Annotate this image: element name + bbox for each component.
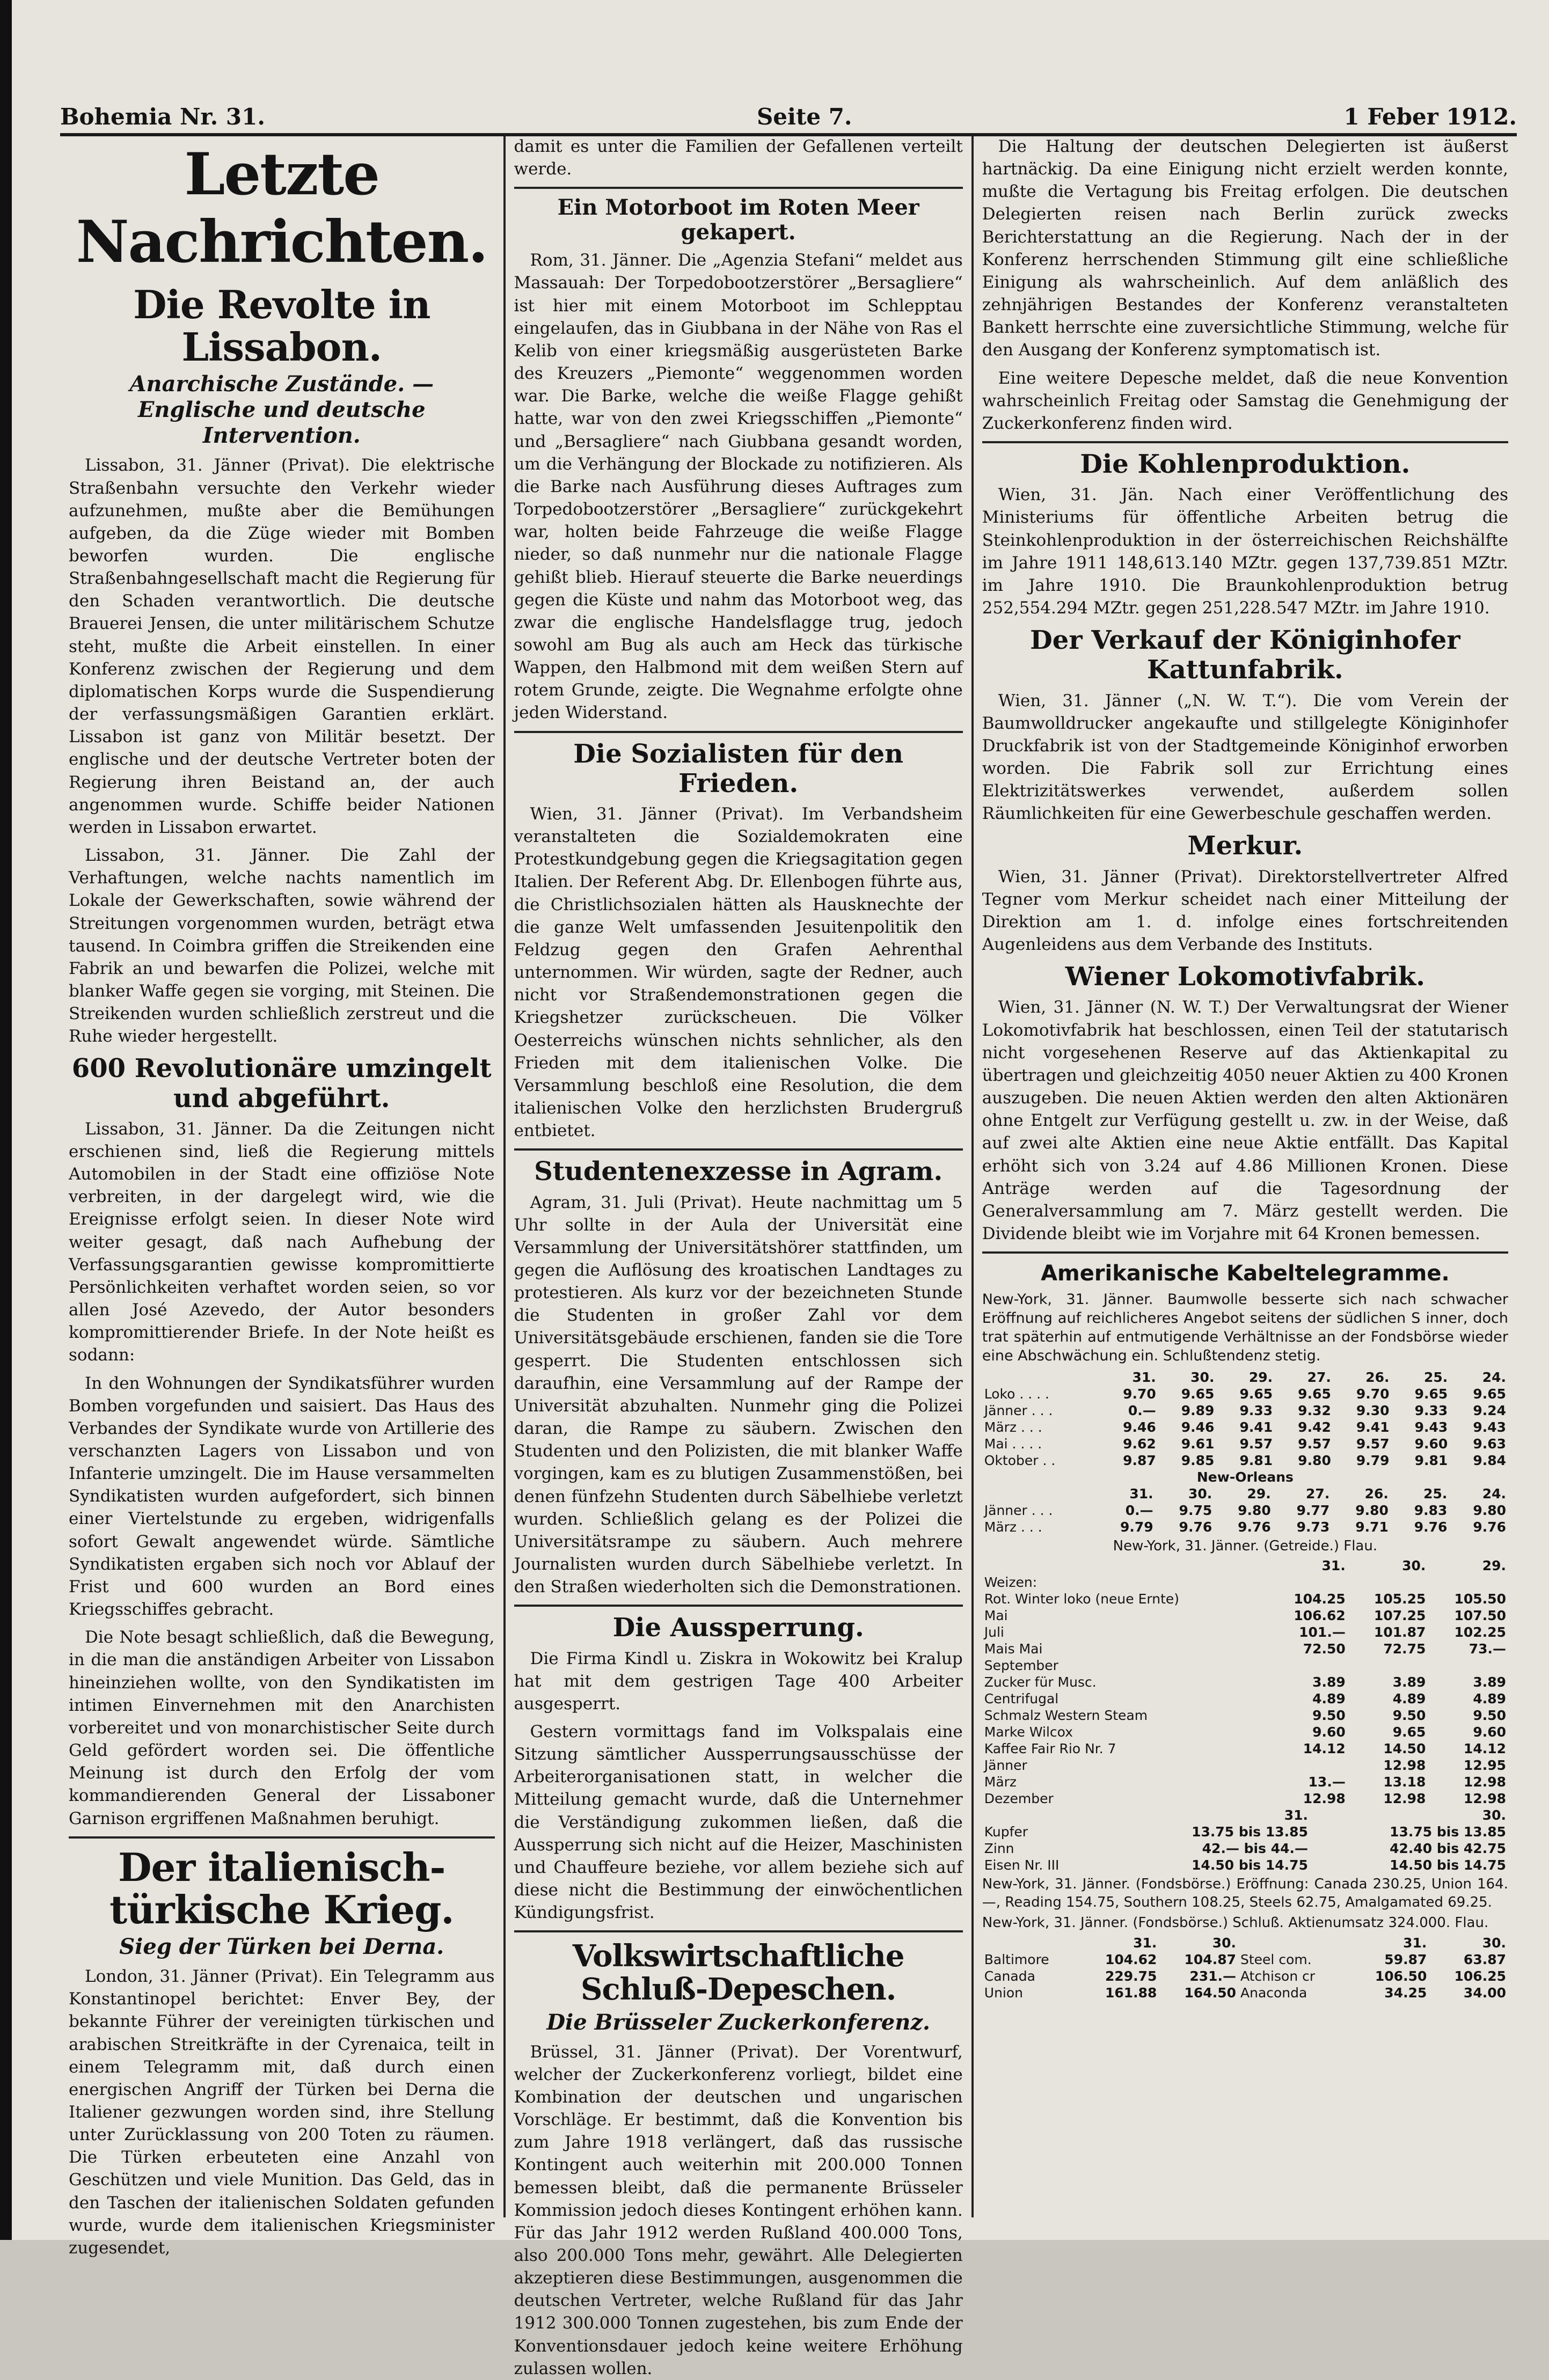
- table-header-cell: 30.: [1482, 1935, 1506, 1951]
- table-cell: 3.89: [1473, 1674, 1506, 1690]
- section-title: Volkswirtschaftliche Schluß-Depeschen.: [572, 1938, 904, 2007]
- table-row: [982, 1452, 1508, 1469]
- table-cell: 9.75: [1179, 1502, 1212, 1518]
- table-header-cell: 25.: [1423, 1369, 1448, 1385]
- table-cell: 9.57: [1239, 1436, 1273, 1452]
- table-cell: 161.88: [1105, 1984, 1157, 2001]
- table-cell: 9.65: [1473, 1386, 1506, 1402]
- table-row: [982, 1824, 1508, 1840]
- metal-table: [982, 1807, 1508, 1873]
- table-cell: 9.61: [1181, 1436, 1215, 1452]
- table-cell: 9.85: [1181, 1452, 1215, 1468]
- table-cell: 104.25: [1294, 1591, 1346, 1607]
- table-cell: 104.87: [1184, 1951, 1236, 1967]
- table-cell: 42.40 bis 42.75: [1390, 1841, 1506, 1857]
- table-cell: 9.33: [1239, 1402, 1273, 1418]
- table-cell: 9.65: [1392, 1724, 1426, 1740]
- divider: [514, 1148, 963, 1151]
- table-header-cell: 30.: [1188, 1485, 1212, 1502]
- divider: [514, 731, 963, 733]
- table-row: [982, 1502, 1508, 1519]
- table-row: [982, 1690, 1508, 1707]
- table-cell: 106.25: [1454, 1968, 1506, 1984]
- article-paragraph: Agram, 31. Juli (Privat). Heute nachmittag um 5 Uhr sollte in der Aula der Universität eine Versammlung der Universitätshörer stattfinden, um gegen die Auflösung des kroatischen Landtages zu protestieren. Als kurz vor der bezeichneten Stunde die Studenten in großer Zahl vor dem Universitätsgebäude erschienen, fanden sie die Tore gesperrt. Die Studenten entschlossen sich daraufhin, eine Versammlung auf der Rampe der Universität abzuhalten. Nunmehr ging die Polizei daran, die Rampe zu säubern. Zwischen den Studenten und den Polizisten, die mit blanker Waffe vorgingen, kam es zu blutigen Zusammenstößen, bei denen fünfzehn Studenten durch Säbelhiebe verletzt wurden. Schließlich gelang es der Polizei die Universitätsrampe zu säubern. Auch mehrere Journalisten wurden durch Säbelhiebe verletzt. In den Straßen wiederholten sich die Demonstrationen.: [514, 1192, 963, 1597]
- table-header-cell: 30.: [1482, 1807, 1506, 1824]
- table-cell: 9.80: [1298, 1452, 1331, 1468]
- table-cell: 12.98: [1463, 1774, 1506, 1790]
- table-cell: 12.95: [1463, 1757, 1506, 1774]
- table-header-cell: 26.: [1365, 1369, 1390, 1385]
- row-label: März . . .: [984, 1419, 1042, 1435]
- table-cell: 9.70: [1356, 1386, 1390, 1402]
- table-cell: 9.79: [1356, 1452, 1390, 1468]
- article-title: Die Kohlenproduktion.: [1080, 449, 1411, 480]
- table-cell: 9.30: [1356, 1402, 1390, 1418]
- table-cell: 4.89: [1473, 1691, 1506, 1707]
- article-title: Der italienisch-türkische Krieg.: [109, 1844, 454, 1932]
- table-row: [982, 1790, 1508, 1807]
- table-cell: 105.25: [1373, 1591, 1426, 1607]
- article-title: Die Revolte in Lissabon.: [133, 282, 430, 370]
- row-label: Canada: [984, 1968, 1035, 1984]
- table-row: [982, 1436, 1508, 1452]
- table-cell: [1348, 1657, 1428, 1674]
- fonds-paragraph: New-York, 31. Jänner. (Fondsbörse.) Eröffnung: Canada 230.25, Union 164.—, Reading 154.75, Southern 108.25, Steels 62.75, Amalgamated 69.25.: [982, 1876, 1508, 1911]
- article-paragraph: Lissabon, 31. Jänner (Privat). Die elektrische Straßenbahn versuchte den Verkehr wieder aufzunehmen, mußte aber die Bemühungen aufgeben, da die Züge wieder mit Bomben beworfen wurden. Die englische Straßenbahngesellschaft macht die Regierung für den Schaden verantwortlich. Die deutsche Brauerei Jensen, die unter militärischem Schutze steht, mußte die Arbeit einstellen. In einer Konferenz zwischen der Regierung und dem diplomatischen Korps wurde die Suspendierung der verfassungsmäßigen Garantien erklärt. Lissabon ist ganz von Militär besetzt. Der englische und der deutsche Vertreter boten der Regierung ihren Beistand an, der auch angenommen wurde. Schiffe beider Nationen werden in Lissabon erwartet.: [69, 456, 495, 837]
- table-cell: 14.12: [1463, 1741, 1506, 1757]
- article-paragraph: Lissabon, 31. Jänner. Da die Zeitungen nicht erschienen sind, ließ die Regierung mittels Automobilen in der Stadt eine offiziöse Note verbreiten, in der dargelegt wird, wie die Ereignisse erfolgt seien. In dieser Note wird weiter gesagt, daß nach Aufhebung der Verfassungsgarantien gewisse kompromittierte Persönlichkeiten verhaftet worden seien, so vor allen José Azevedo, der Autor besonders kompromittierender Briefe. In der Note heißt es sodann:: [69, 1119, 495, 1365]
- table-header-cell: 29.: [1247, 1485, 1271, 1502]
- table-cell: 107.50: [1454, 1608, 1506, 1624]
- row-label: Mai: [984, 1608, 1008, 1624]
- row-label: März . . .: [984, 1519, 1042, 1535]
- article-title: Der Verkauf der Königinhofer Kattunfabrik.: [1030, 625, 1460, 685]
- table-cell: 9.77: [1296, 1502, 1330, 1518]
- table-cell: 34.25: [1384, 1984, 1427, 2001]
- table-cell: 9.80: [1473, 1502, 1506, 1518]
- divider: [982, 1251, 1508, 1254]
- article-subtitle: Sieg der Türken bei Derna.: [119, 1934, 444, 1960]
- table-row: [982, 1591, 1508, 1607]
- row-label: Zinn: [984, 1841, 1014, 1857]
- table-cell: 42.— bis 44.—: [1202, 1841, 1308, 1857]
- row-label: Marke Wilcox: [984, 1724, 1073, 1740]
- article-paragraph: In den Wohnungen der Syndikatsführer wurden Bomben vorgefunden und saisiert. Das Haus des Verbandes der Syndikate wurde von Artillerie des verschanzten Lagers von Lissabon und von Infanterie umzingelt. Die im Hause versammelten Syndikatisten wurden aufgefordert, sich binnen einer Viertelstunde zu ergeben, widrigenfalls sofort Gewalt angewendet würde. Sämtliche Syndikatisten ergaben sich noch vor Ablauf der Frist und 600 wurden an Bord eines Kriegsschiffes gebracht.: [69, 1373, 495, 1620]
- table-header-cell: [982, 1485, 1097, 1502]
- getreide-table: [982, 1557, 1508, 1807]
- table-cell: 72.75: [1383, 1641, 1426, 1657]
- table-header-cell: 31.: [1129, 1485, 1153, 1502]
- column-1: [60, 135, 506, 2258]
- table-cell: 106.62: [1294, 1608, 1346, 1624]
- table-row: [982, 1774, 1508, 1790]
- table-cell: 9.76: [1473, 1519, 1506, 1535]
- table-row: [982, 1574, 1508, 1591]
- table-cell: 9.50: [1312, 1708, 1346, 1724]
- table-cell: 107.25: [1373, 1608, 1426, 1624]
- table-cell: 9.71: [1355, 1519, 1389, 1535]
- table-cell: 9.57: [1356, 1436, 1390, 1452]
- table-cell: 73.—: [1468, 1641, 1506, 1657]
- table-header-cell: 31.: [1403, 1935, 1427, 1951]
- table-header-cell: 30.: [1402, 1558, 1426, 1574]
- article-paragraph: Lissabon, 31. Jänner. Die Zahl der Verhaftungen, welche nachts namentlich im Lokale der Gewerkschaften, sowie während der Streitungen vorgenommen wurden, beträgt etwa tausend. In Coimbra griffen die Streikenden eine Fabrik an und bewarfen die Polizei, welche mit blanker Waffe gegen sie vorging, mit Steinen. Die Streikenden wurden schließlich zerstreut und die Ruhe wieder hergestellt.: [69, 846, 495, 1046]
- table-cell: [1348, 1574, 1428, 1591]
- article-title: Die Sozialisten für den Frieden.: [573, 738, 904, 799]
- getreide-label: New-York, 31. Jänner. (Getreide.) Flau.: [1113, 1537, 1378, 1554]
- table-cell: 9.60: [1414, 1436, 1448, 1452]
- fonds-paragraph: New-York, 31. Jänner. (Fondsbörse.) Schluß. Aktienumsatz 324.000. Flau.: [982, 1914, 1489, 1931]
- table-row: [982, 1757, 1508, 1774]
- table-header-cell: 24.: [1482, 1369, 1506, 1385]
- table-cell: 231.—: [1189, 1968, 1236, 1984]
- divider: [514, 187, 963, 189]
- article-title: 600 Revolutionäre umzingelt und abgeführt.: [71, 1053, 492, 1114]
- table-cell: 9.63: [1473, 1436, 1506, 1452]
- article-paragraph: London, 31. Jänner (Privat). Ein Telegramm aus Konstantinopel berichtet: Enver Bey, der bekannte Führer der vereinigten türkischen und arabischen Streitkräfte in der Cyrenaica, teilt in einem Telegramm mit, daß durch einen energischen Angriff der Türken bei Derna die Italiener gezwungen worden sind, ihre Stellung unter Zurücklassung von 200 Toten zu räumen. Die Türken erbeuteten eine Anzahl von Geschützen und viele Munition. Das Geld, das in den Taschen der italienischen Soldaten gefunden wurde, wurde dem italienischen Kriegsminister zugesendet,: [69, 1967, 495, 2258]
- table-row: [982, 1402, 1508, 1419]
- table-row: [982, 1968, 1508, 1984]
- table-cell: 13.75 bis 13.85: [1390, 1824, 1506, 1840]
- article-paragraph: Die Note besagt schließlich, daß die Bewegung, in die man die anständigen Arbeiter von Lissabon hineinziehen wollte, von den Syndikatisten im intimen Einvernehmen mit den Anarchisten vorbereitet und von monarchistischer Seite durch Geld gefördert worden sei. Die öffentliche Meinung ist durch den Erfolg der vom kommandierenden General der Lissaboner Garnison ergriffenen Maßnahmen beruhigt.: [69, 1628, 495, 1828]
- table-header-cell: 29.: [1482, 1558, 1506, 1574]
- table-cell: 12.98: [1383, 1791, 1426, 1807]
- table-cell: 9.76: [1179, 1519, 1212, 1535]
- table-header-cell: [982, 1557, 1267, 1574]
- table-cell: 3.89: [1392, 1674, 1426, 1690]
- row-label: September: [984, 1658, 1058, 1674]
- table-cell: [1267, 1757, 1348, 1774]
- row-label: März: [984, 1774, 1017, 1790]
- table-cell: 3.89: [1312, 1674, 1346, 1690]
- table-cell: 9.65: [1239, 1386, 1273, 1402]
- table-cell: 9.76: [1414, 1519, 1448, 1535]
- table-cell: 9.24: [1473, 1402, 1506, 1418]
- table-cell: [1428, 1657, 1508, 1674]
- row-label: Weizen:: [984, 1575, 1037, 1591]
- table-cell: 9.76: [1238, 1519, 1271, 1535]
- article-title: Ein Motorboot im Roten Meer gekapert.: [557, 195, 919, 245]
- table-row: [982, 1724, 1508, 1740]
- table-header-cell: 31.: [1284, 1807, 1308, 1824]
- table-cell: 229.75: [1105, 1968, 1157, 1984]
- table-row: [982, 1857, 1508, 1873]
- stocks-table: [982, 1935, 1508, 2001]
- article-title: Die Aussperrung.: [612, 1613, 864, 1643]
- table-row: [982, 1840, 1508, 1857]
- table-cell: 0.—: [1128, 1402, 1156, 1418]
- table-cell: 14.50: [1383, 1741, 1426, 1757]
- table-cell: 9.70: [1123, 1386, 1156, 1402]
- article-paragraph: Gestern vormittags fand im Volkspalais eine Sitzung sämtlicher Aussperrungsausschüsse der Arbeiterorganisationen statt, in welcher die Mitteilung gemacht wurde, daß die Unternehmer die Verständigung zukommen ließen, daß die Aussperrung sich nicht auf die Heizer, Maschinisten und Chauffeure beziehe, vor allem beziehe sich auf diese nicht die Bestimmung der einwöchentlichen Kündigungsfrist.: [514, 1722, 963, 1923]
- table-row: [982, 1641, 1508, 1657]
- table-cell: 164.50: [1184, 1984, 1236, 2001]
- article-paragraph: Wien, 31. Jänner (Privat). Direktorstellvertreter Alfred Tegner vom Merkur scheidet nach einer Mitteilung der Direktion am 1. d. infolge eines fortschreitenden Augenleidens aus dem Verbande des Instituts.: [982, 867, 1508, 955]
- row-label: Mais Mai: [984, 1641, 1043, 1657]
- table-header-cell: [982, 1935, 1080, 1951]
- table-header-cell: 25.: [1423, 1485, 1448, 1502]
- table-cell: 104.62: [1105, 1951, 1157, 1967]
- article-paragraph: Die Haltung der deutschen Delegierten ist äußerst hartnäckig. Da eine Einigung nicht erzielt werden konnte, mußte die Vertagung bis Freitag erfolgen. Die deutschen Delegierten reisen nach Berlin zurück zwecks Berichterstattung an die Regierung. Nach der in der Konferenz herrschenden Stimmung gilt eine schließliche Einigung als wahrscheinlich. Auf dem anläßlich des zehnjährigen Bestandes der Konferenz veranstalteten Bankett herrschte eine zuversichtliche Stimmung, welche für den Ausgang der Konferenz symptomatisch ist.: [982, 137, 1508, 360]
- column-3: [974, 135, 1517, 2217]
- table-row: [982, 1419, 1508, 1436]
- table-cell: 9.50: [1392, 1708, 1426, 1724]
- table-header-cell: 31.: [1321, 1558, 1346, 1574]
- table-cell: 101.87: [1373, 1624, 1426, 1641]
- orleans-label: New-Orleans: [1196, 1469, 1294, 1485]
- page-number: Seite 7.: [756, 104, 852, 130]
- row-label: Kupfer: [984, 1824, 1028, 1840]
- row-label: Kaffee Fair Rio Nr. 7: [984, 1741, 1116, 1757]
- table-row: [982, 1519, 1508, 1535]
- row-label: Mai . . . .: [984, 1436, 1042, 1452]
- article-paragraph: damit es unter die Familien der Gefallenen verteilt werde.: [514, 137, 963, 179]
- table-row: [982, 1707, 1508, 1724]
- table-cell: 9.46: [1181, 1419, 1215, 1435]
- table-cell: 9.84: [1473, 1452, 1506, 1468]
- table-cell: 9.42: [1298, 1419, 1331, 1435]
- table-header-cell: 26.: [1364, 1485, 1389, 1502]
- table-header-cell: 31.: [1132, 1369, 1156, 1385]
- table-cell: 9.81: [1414, 1452, 1448, 1468]
- article-subtitle: Anarchische Zustände. — Englische und deutsche Intervention.: [129, 371, 434, 449]
- orleans-table: [982, 1469, 1508, 1535]
- table-cell: 14.50 bis 14.75: [1192, 1857, 1308, 1873]
- cotton-table: [982, 1369, 1508, 1469]
- row-label: Juli: [984, 1624, 1004, 1641]
- row-label: Union: [984, 1984, 1023, 2001]
- table-header-cell: [982, 1807, 1112, 1824]
- table-cell: 9.46: [1123, 1419, 1156, 1435]
- row-label: Rot. Winter loko (neue Ernte): [984, 1591, 1180, 1607]
- row-label: Baltimore: [984, 1951, 1049, 1967]
- row-label: Jänner . . .: [984, 1402, 1053, 1418]
- table-cell: 72.50: [1303, 1641, 1346, 1657]
- article-title: Merkur.: [1187, 831, 1303, 861]
- table-row: [982, 1984, 1508, 2001]
- article-paragraph: Wien, 31. Jänner (N. W. T.) Der Verwaltungsrat der Wiener Lokomotivfabrik hat beschlossen, einen Teil der statutarisch nicht vorgesehenen Reserve auf das Aktienkapital zu übertragen und gleichzeitig 4050 neuer Aktien zu 400 Kronen auszugeben. Die neuen Aktien werden den alten Aktionären ohne Entgelt zur Verfügung gestellt u. zw. in der Weise, daß auf zwei alte Aktien eine neue Aktie entfällt. Das Kapital erhöht sich von 3.24 auf 4.86 Millionen Kronen. Diese Anträge werden auf die Tagesordnung der Generalversammlung am 7. März gestellt werden. Die Dividende bleibt wie im Vorjahre mit 64 Kronen bemessen.: [982, 998, 1508, 1244]
- row-label: Steel com.: [1240, 1951, 1312, 1967]
- table-cell: 9.62: [1123, 1436, 1156, 1452]
- row-label: Jänner: [984, 1757, 1027, 1774]
- table-cell: 9.80: [1355, 1502, 1389, 1518]
- column-2: [506, 135, 974, 2378]
- table-cell: 9.32: [1298, 1402, 1331, 1418]
- table-header-cell: 24.: [1482, 1485, 1506, 1502]
- table-cell: 9.43: [1473, 1419, 1506, 1435]
- table-cell: 12.98: [1303, 1791, 1346, 1807]
- divider: [514, 1605, 963, 1607]
- article-paragraph: Eine weitere Depesche meldet, daß die neue Konvention wahrscheinlich Freitag oder Samstag die Genehmigung der Zuckerkonferenz finden wird.: [982, 368, 1508, 433]
- table-cell: 13.75 bis 13.85: [1192, 1824, 1308, 1840]
- section-title: Letzte Nachrichten.: [76, 141, 487, 276]
- table-cell: 9.89: [1181, 1402, 1215, 1418]
- table-cell: 9.80: [1238, 1502, 1271, 1518]
- table-cell: 4.89: [1392, 1691, 1426, 1707]
- article-title: Wiener Lokomotivfabrik.: [1065, 962, 1425, 992]
- article-paragraph: Wien, 31. Jän. Nach einer Veröffentlichung des Ministeriums für öffentliche Arbeiten betrug die Steinkohlenproduktion in der österreichischen Reichshälfte im Jahre 1911 148,613.140 MZtr. gegen 137,739.851 MZtr. im Jahre 1910. Die Braunkohlenproduktion betrug 252,554.294 MZtr. gegen 251,228.547 MZtr. im Jahre 1910.: [982, 485, 1508, 618]
- table-header-cell: [1238, 1935, 1350, 1951]
- table-cell: 9.41: [1356, 1419, 1390, 1435]
- table-row: [982, 1740, 1508, 1757]
- table-cell: 9.79: [1120, 1519, 1153, 1535]
- table-header-cell: 30.: [1212, 1935, 1236, 1951]
- row-label: Dezember: [984, 1791, 1054, 1807]
- divider: [982, 441, 1508, 443]
- table-cell: 9.33: [1414, 1402, 1448, 1418]
- table-row: [982, 1386, 1508, 1402]
- table-cell: 13.18: [1383, 1774, 1426, 1790]
- table-row: [982, 1951, 1508, 1968]
- row-label: Anaconda: [1240, 1984, 1307, 2001]
- table-cell: 9.60: [1312, 1724, 1346, 1740]
- row-label: Zucker für Musc.: [984, 1674, 1097, 1690]
- table-header-cell: [982, 1369, 1100, 1386]
- table-cell: 105.50: [1454, 1591, 1506, 1607]
- table-cell: 9.73: [1296, 1519, 1330, 1535]
- table-cell: 9.65: [1298, 1386, 1331, 1402]
- article-paragraph: Brüssel, 31. Jänner (Privat). Der Vorentwurf, welcher der Zuckerkonferenz vorliegt, bildet eine Kombination der deutschen und ungarischen Vorschläge. Er bestimmt, daß die Konvention bis zum Jahre 1918 verlängert, daß das russische Kontingent auch weiterhin mit 200.000 Tonnen bemessen bleibt, daß die permanente Brüsseler Kommission jedoch dieses Kontingent erhöhen kann. Für das Jahr 1912 werden Rußland 400.000 Tons, also 200.000 Tons mehr, gewährt. Alle Delegierten akzeptieren diese Bestimmungen, ausgenommen die deutschen Vertreter, welche Rußland für das Jahr 1912 300.000 Tonnen zugestehen, bis zum Ende der Konventionsdauer jedoch keine weitere Erhöhung zulassen wollen.: [514, 2042, 963, 2378]
- table-cell: 9.43: [1414, 1419, 1448, 1435]
- table-header-cell: 27.: [1306, 1485, 1330, 1502]
- article-paragraph: Die Firma Kindl u. Ziskra in Wokowitz bei Kralup hat mit dem gestrigen Tage 400 Arbeiter ausgesperrt.: [514, 1649, 963, 1713]
- row-label: Schmalz Western Steam: [984, 1708, 1148, 1724]
- table-row: [982, 1674, 1508, 1690]
- table-cell: 9.81: [1239, 1452, 1273, 1468]
- table-cell: 101.—: [1299, 1624, 1346, 1641]
- article-paragraph: Wien, 31. Jänner (Privat). Im Verbandsheim veranstalteten die Sozialdemokraten eine Protestkundgebung gegen die Kriegsagitation gegen Italien. Der Referent Abg. Dr. Ellenbogen führte aus, die Christlichsozialen hätten als Hausknechte der die ganze Welt umfassenden Jesuitenpolitik den Feldzug gegen den Grafen Aehrenthal unternommen. Wir würden, sagte der Redner, auch nicht vor Straßendemonstrationen gegen die Kriegshetzer zurückscheuen. Die Völker Oesterreichs wünschen nichts sehnlicher, als den Frieden mit dem italienischen Volke. Die Versammlung beschloß eine Resolution, die dem italienischen Volke den herzlichsten Brudergruß entbietet.: [514, 804, 963, 1141]
- divider: [514, 1930, 963, 1932]
- table-row: [982, 1624, 1508, 1641]
- table-cell: 14.50 bis 14.75: [1390, 1857, 1506, 1873]
- row-label: Loko . . . .: [984, 1386, 1050, 1402]
- table-cell: 9.65: [1181, 1386, 1215, 1402]
- table-cell: 9.83: [1414, 1502, 1448, 1518]
- table-cell: 34.00: [1463, 1984, 1506, 2001]
- row-label: Centrifugal: [984, 1691, 1059, 1707]
- table-cell: 12.98: [1463, 1791, 1506, 1807]
- columns: [60, 135, 1517, 2378]
- table-header-cell: 27.: [1307, 1369, 1331, 1385]
- table-row: [982, 1607, 1508, 1624]
- table-header-cell: 31.: [1133, 1935, 1157, 1951]
- issue-label: Bohemia Nr. 31.: [60, 104, 265, 130]
- article-paragraph: Wien, 31. Jänner („N. W. T.“). Die vom Verein der Baumwolldrucker angekaufte und stillgelegte Königinhofer Druckfabrik ist von der Stadtgemeinde Königinhof erworben worden. Die Fabrik soll zur Errichtung eines Elektrizitätswerkes verwendet, außerdem sollen Räumlichkeiten für eine Gewerbeschule geschaffen werden.: [982, 691, 1508, 824]
- table-header-cell: 30.: [1190, 1369, 1215, 1385]
- page-header: [60, 91, 1517, 136]
- table-cell: 9.57: [1298, 1436, 1331, 1452]
- article-subtitle: Die Brüsseler Zuckerkonferenz.: [546, 2009, 930, 2035]
- table-cell: 106.50: [1375, 1968, 1427, 1984]
- table-cell: 12.98: [1383, 1757, 1426, 1774]
- table-cell: 63.87: [1463, 1951, 1506, 1967]
- kabel-title: Amerikanische Kabeltelegramme.: [1041, 1261, 1450, 1286]
- article-title: Studentenexzesse in Agram.: [534, 1156, 943, 1187]
- table-row: [982, 1657, 1508, 1674]
- kabel-intro: New-York, 31. Jänner. Baumwolle besserte sich nach schwacher Eröffnung auf reichlicheres Angebot seitens der südlichen S inner, doch trat späterhin auf entmutigende Verhältnisse an der Fondsbörse wieder eine Abschwächung ein. Schlußtendenz stetig.: [982, 1291, 1508, 1365]
- table-cell: 59.87: [1384, 1951, 1427, 1967]
- divider: [69, 1836, 495, 1839]
- table-cell: [1428, 1574, 1508, 1591]
- table-cell: [1267, 1574, 1348, 1591]
- table-cell: 9.60: [1473, 1724, 1506, 1740]
- table-cell: 9.87: [1123, 1452, 1156, 1468]
- row-label: Oktober . .: [984, 1452, 1056, 1468]
- table-cell: 4.89: [1312, 1691, 1346, 1707]
- table-cell: 9.50: [1473, 1708, 1506, 1724]
- table-cell: 13.—: [1308, 1774, 1346, 1790]
- table-cell: 0.—: [1125, 1502, 1153, 1518]
- row-label: Atchison cr: [1240, 1968, 1316, 1984]
- table-cell: 9.41: [1239, 1419, 1273, 1435]
- table-cell: 9.65: [1414, 1386, 1448, 1402]
- row-label: Jänner . . .: [984, 1502, 1053, 1518]
- table-header-cell: 29.: [1248, 1369, 1273, 1385]
- table-cell: 102.25: [1454, 1624, 1506, 1641]
- table-cell: [1267, 1657, 1348, 1674]
- row-label: Eisen Nr. III: [984, 1857, 1060, 1873]
- table-cell: 14.12: [1303, 1741, 1346, 1757]
- issue-date: 1 Feber 1912.: [1343, 104, 1517, 130]
- article-paragraph: Rom, 31. Jänner. Die „Agenzia Stefani“ meldet aus Massauah: Der Torpedobootzerstörer „Bersagliere“ ist hier mit einem Motorboot im Schlepptau eingelaufen, das in Giubbana in der Nähe von Ras el Kelib von einer kriegsmäßig ausgerüsteten Barke des Kreuzers „Piemonte“ weggenommen worden war. Die Barke, welche die weiße Flagge gehißt hatte, war von den zwei Kriegsschiffen „Piemonte“ und „Bersagliere“ nach Giubbana gesandt worden, um die Verhängung der Blockade zu notifizieren. Als die Barke nach Ausführung dieses Auftrages zum Torpedobootzerstörer „Bersagliere“ zurückgekehrt war, holten beide Fahrzeuge die weiße Flagge nieder, so daß nunmehr nur die nationale Flagge gehißt blieb. Hierauf steuerte die Barke neuerdings gegen die Küste und nahm das Motorboot weg, das zwar die englische Handelsflagge trug, jedoch sowohl am Bug als auch am Heck das türkische Wappen, den Halbmond mit dem weißen Stern auf rotem Grunde, zeigte. Die Wegnahme erfolgte ohne jeden Widerstand.: [514, 251, 963, 723]
